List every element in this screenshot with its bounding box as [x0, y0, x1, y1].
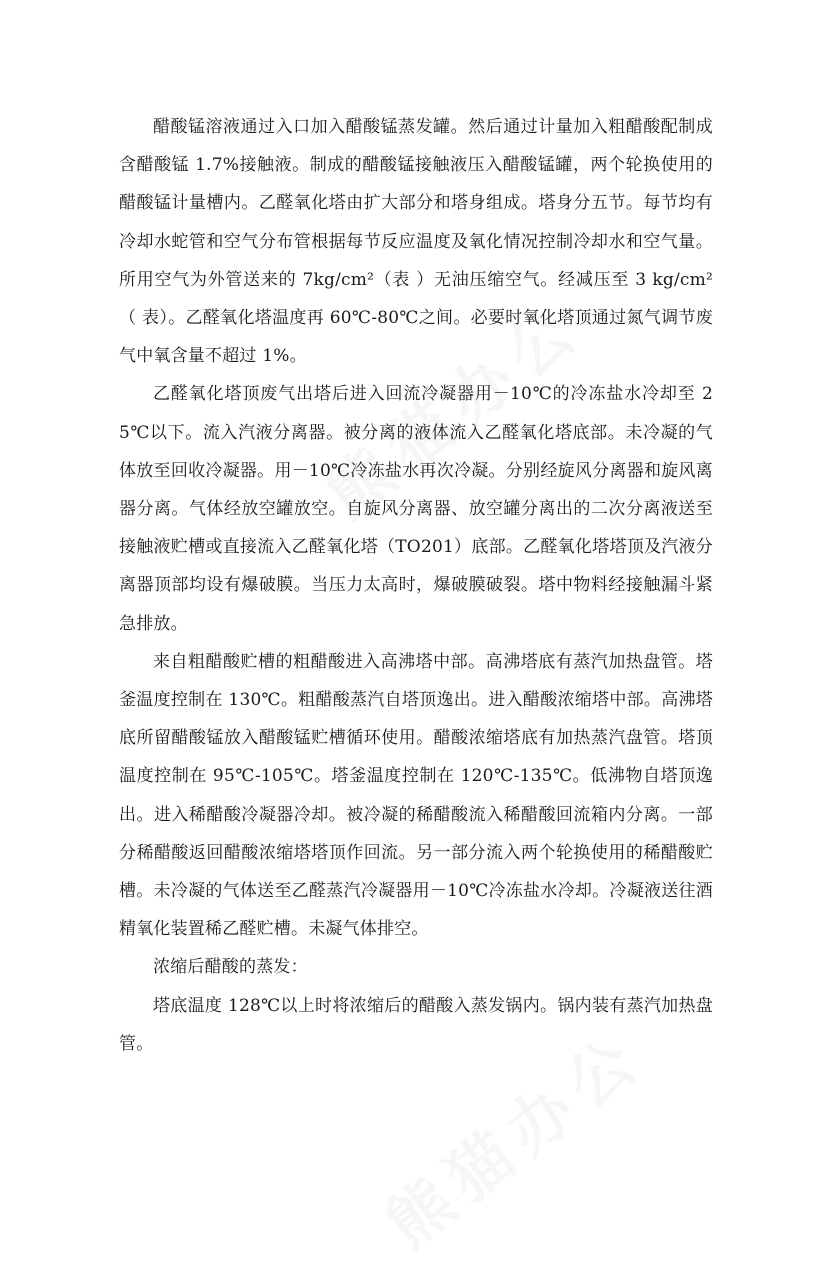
paragraph-4: 浓缩后醋酸的蒸发： — [153, 957, 308, 978]
paragraph-1: 醋酸锰溶液通过入口加入醋酸锰蒸发罐。然后通过计量加入粗醋酸配制成含醋酸锰 1.7%接触液。制成的醋酸锰接触液压入醋酸锰罐，两个轮换使用的醋酸锰计量槽内。乙醛氧化塔由扩大部分和塔身组成。塔身分五节。每节均有冷却水蛇管和空气分布管根据每节反应温度及氧化情况控制冷却水和空气量。所用空气为外管送来的 7kg/cm²（表 ）无油压缩空气。经减压至 3 kg/cm²（ 表）。乙醛氧化塔温度再 60℃-80℃之间。必要时氧化塔顶通过氮气调节废气中氧含量不超过 1%。 — [119, 117, 713, 367]
paragraph-3: 来自粗醋酸贮槽的粗醋酸进入高沸塔中部。高沸塔底有蒸汽加热盘管。塔釜温度控制在 130℃。粗醋酸蒸汽自塔顶逸出。进入醋酸浓缩塔中部。高沸塔底所留醋酸锰放入醋酸锰贮槽循环使用。醋酸浓缩塔底有加热蒸汽盘管。塔顶温度控制在 95℃-105℃。塔釜温度控制在 120℃-135℃。低沸物自塔顶逸出。进入稀醋酸冷凝器冷却。被冷凝的稀醋酸流入稀醋酸回流箱内分离。一部分稀醋酸返回醋酸浓缩塔塔顶作回流。另一部分流入两个轮换使用的稀醋酸贮槽。未冷凝的气体送至乙醛蒸汽冷凝器用－10℃冷冻盐水冷却。冷凝液送往酒精氧化装置稀乙醛贮槽。未凝气体排空。 — [119, 651, 713, 940]
document-body — [119, 108, 713, 1063]
paragraph-2: 乙醛氧化塔顶废气出塔后进入回流冷凝器用－10℃的冷冻盐水冷却至 25℃以下。流入汽液分离器。被分离的液体流入乙醛氧化塔底部。未冷凝的气体放至回收冷凝器。用－10℃冷冻盐水再次冷凝。分别经旋风分离器和旋风离器分离。气体经放空罐放空。自旋风分离器、放空罐分离出的二次分离液送至接触液贮槽或直接流入乙醛氧化塔（TO201）底部。乙醛氧化塔塔顶及汽液分离器顶部均设有爆破膜。当压力太高时，爆破膜破裂。塔中物料经接触漏斗紧急排放。 — [119, 384, 713, 634]
paragraph-5: 塔底温度 128℃以上时将浓缩后的醋酸入蒸发锅内。锅内装有蒸汽加热盘管。 — [119, 995, 713, 1054]
